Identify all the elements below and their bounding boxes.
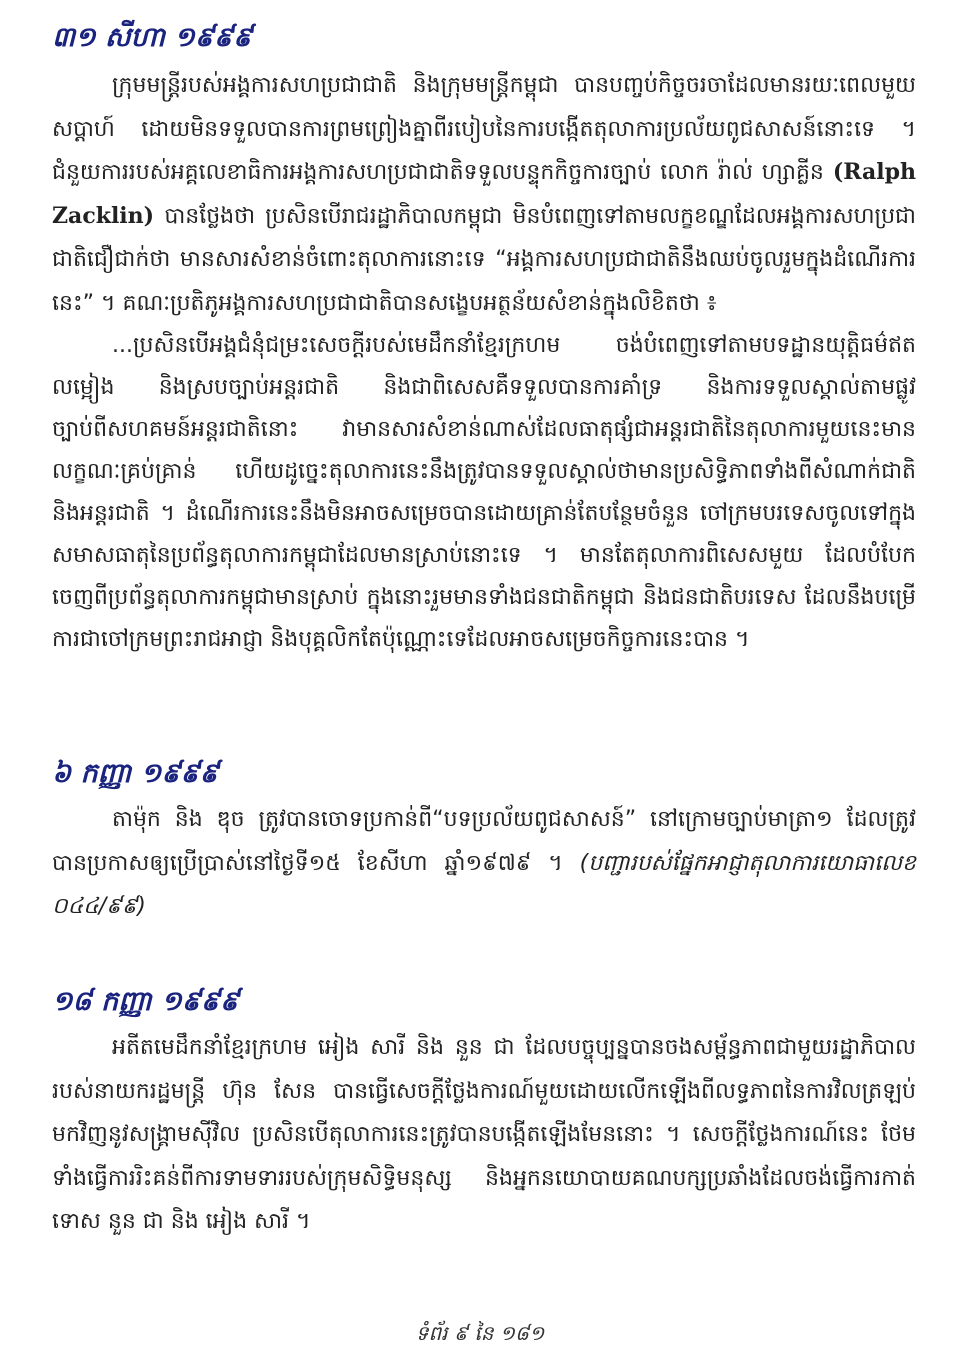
paragraph-text: តាម៉ុក និង ឌុច ត្រូវបានចោទប្រកាន់ពី“បទប្រល័យពូជសាសន៍” នៅក្រោមច្បាប់មាត្រា១ ដែលត្រូវបានប្រកាសឲ្យប្រើប្រាស់នៅថ្ងៃទី១៥ ខែសីហា ឆ្នាំ១៩៧៩ ។ <box>52 807 916 876</box>
entry-paragraph <box>52 64 916 325</box>
entry-18-sep-1999 <box>52 982 916 1244</box>
entry-date-heading: ៣១ សីហា ១៩៩៩ <box>52 22 253 53</box>
entry-31-aug-1999 <box>52 18 916 661</box>
paragraph-text: ក្រុមមន្ត្រីរបស់អង្គការសហប្រជាជាតិ និងក្រុមមន្ត្រីកម្ពុជា បានបញ្ចប់កិច្ចចរចាដែលមានរយៈពេលមួយសប្តាហ៍ ដោយមិនទទួលបានការព្រមព្រៀងគ្នាពីរបៀបនៃការបង្កើតតុលាការប្រល័យពូជសាសន៍នោះទេ ។ ជំនួយការរបស់អគ្គលេខាធិការអង្គការសហប្រជាជាតិទទួលបន្ទុកកិច្ចការច្បាប់ លោក រ៉ាល់ ហ្សាគ្លីន <box>52 73 916 185</box>
reference-note: (បញ្ជារបស់ផ្នែកអាជ្ញាតុលាការយោធាលេខ ០៤៤/៩៩) <box>52 850 916 919</box>
quoted-letter: ...ប្រសិនបើអង្គជំនុំជម្រះសេចក្តីរបស់មេដឹកនាំខ្មែរក្រហម ចង់បំពេញទៅតាមបទដ្ឋានយុត្តិធម៌ឥតលម្អៀង និងស្របច្បាប់អន្តរជាតិ និងជាពិសេសគឺទទួលបានការគាំទ្រ និងការទទួលស្គាល់តាមផ្លូវច្បាប់ពីសហគមន៍អន្តរជាតិនោះ វាមានសារសំខាន់ណាស់ដែលធាតុផ្សំជាអន្តរជាតិនៃតុលាការមួយនេះមានលក្ខណៈគ្រប់គ្រាន់ ហើយដូច្នេះតុលាការនេះនឹងត្រូវបានទទួលស្គាល់ថាមានប្រសិទ្ធិភាពទាំងពីសំណាក់ជាតិ និងអន្តរជាតិ ។ ដំណើរការនេះនឹងមិនអាចសម្រេចបានដោយគ្រាន់តែបន្ថែមចំនួន ចៅក្រមបរទេសចូលទៅក្នុងសមាសធាតុនៃប្រព័ន្ធតុលាការកម្ពុជាដែលមានស្រាប់នោះទេ ។ មានតែតុលាការពិសេសមួយ ដែលបំបែកចេញពីប្រព័ន្ធតុលាការកម្ពុជាមានស្រាប់ ក្នុងនោះរួមមានទាំងជនជាតិកម្ពុជា និងជនជាតិបរទេស ដែលនឹងបម្រើការជាចៅក្រមព្រះរាជអាជ្ញា និងបុគ្គលិកតែប៉ុណ្ណោះទេដែលអាចសម្រេចកិច្ចការនេះបាន ។ <box>52 333 916 652</box>
entry-date-heading: ៦ កញ្ញា ១៩៩៩ <box>52 758 219 789</box>
latin-name: (Ralph Zacklin) <box>52 159 916 229</box>
paragraph-text-continued: បានថ្លែងថា ប្រសិនបើរាជរដ្ឋាភិបាលកម្ពុជា មិនបំពេញទៅតាមលក្ខខណ្ឌដែលអង្គការសហប្រជាជាតិជឿជាក់ថា មានសារសំខាន់ចំពោះតុលាការនោះទេ “អង្គការសហប្រជាជាតិនឹងឈប់ចូលរួមក្នុងដំណើរការនេះ” ។ គណៈប្រតិភូអង្គការសហប្រជាជាតិបានសង្ខេបអត្ថន័យសំខាន់ក្នុងលិខិតថា ៖ <box>52 203 916 316</box>
entry-6-sep-1999 <box>52 754 916 929</box>
entry-paragraph <box>52 798 916 929</box>
entry-date-heading: ១៨ កញ្ញា ១៩៩៩ <box>52 986 240 1017</box>
page-number-footer: ទំព័រ ៩ នៃ ១៨១ <box>415 1321 545 1345</box>
entry-paragraph: អតីតមេដឹកនាំខ្មែរក្រហម អៀង សារី និង នួន ជា ដែលបច្ចុប្បន្នបានចងសម្ព័ន្ធភាពជាមួយរដ្ឋាភិបាលរបស់នាយករដ្ឋមន្ត្រី ហ៊ុន សែន បានធ្វើសេចក្តីថ្លែងការណ៍មួយដោយលើកឡើងពីលទ្ធភាពនៃការវិលត្រឡប់មកវិញនូវសង្គ្រាមស៊ីវិល ប្រសិនបើតុលាការនេះត្រូវបានបង្កើតឡើងមែននោះ ។ សេចក្តីថ្លែងការណ៍នេះ ថែមទាំងធ្វើការរិះគន់ពីការទាមទាររបស់ក្រុមសិទ្ធិមនុស្ស និងអ្នកនយោបាយគណបក្សប្រឆាំងដែលចង់ធ្វើការកាត់ទោស នួន ជា និង អៀង សារី ។ <box>52 1035 916 1234</box>
